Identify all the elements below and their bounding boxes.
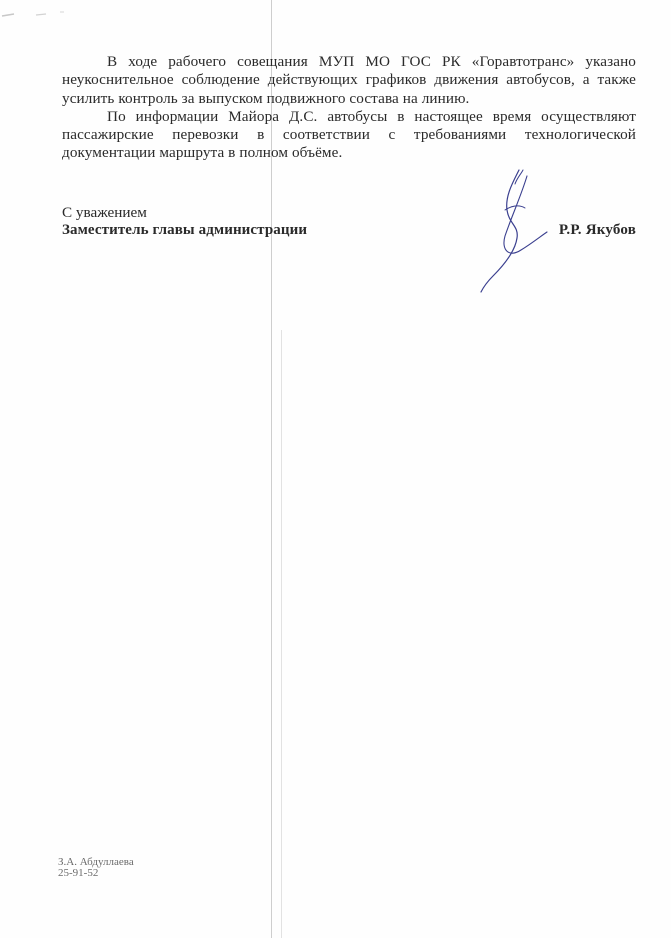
executor-info xyxy=(58,857,134,879)
letter-body xyxy=(62,53,636,163)
letter-paragraph-2: По информации Майора Д.С. автобусы в настоящее время осуществляют пассажирские перевозки в соответствии с требованиями технологической документации маршрута в полном объёме. xyxy=(62,107,636,162)
signer-position: Заместитель главы администрации xyxy=(62,222,308,238)
scan-corner-smudge xyxy=(0,0,76,28)
letter-closing: С уважением xyxy=(62,204,147,221)
signature-row xyxy=(62,222,636,242)
signer-name: Р.Р. Якубов xyxy=(558,222,636,238)
scan-fold-line-secondary xyxy=(281,330,282,938)
executor-phone: 25-91-52 xyxy=(58,867,99,879)
letter-paragraph-1: В ходе рабочего совещания МУП МО ГОС РК «Горавтотранс» указано неукоснительное соблюдение действующих графиков движения автобусов, а также усилить контроль за выпуском подвижного состава на линию. xyxy=(62,53,636,107)
executor-name: З.А. Абдуллаева xyxy=(58,856,134,868)
